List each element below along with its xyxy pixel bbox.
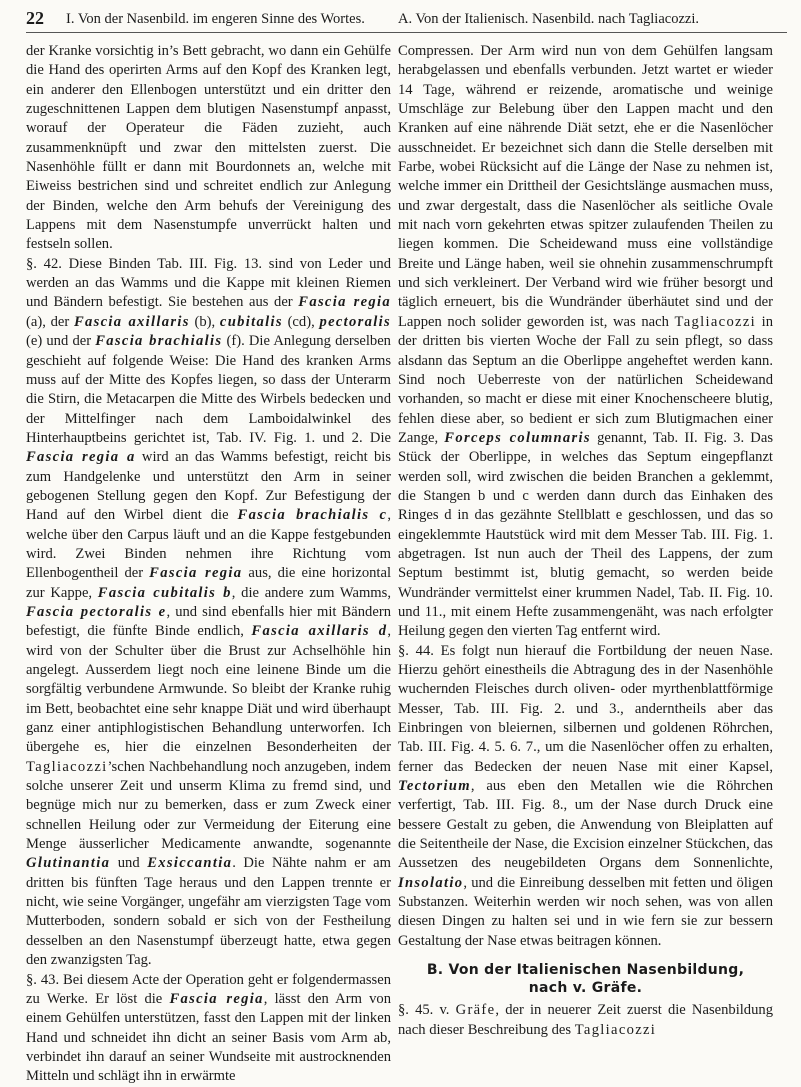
left-column <box>26 42 391 1087</box>
text-run: (cd), <box>282 313 320 330</box>
running-title-right: A. Von der Italienisch. Nasenbild. nach Tagliacozzi. <box>398 11 699 27</box>
latin-term: Fascia regia <box>298 294 392 311</box>
text-run: , aus eben den Metallen wie die Röhrchen verfertigt, Tab. III. Fig. 8., um der Nase durch Druck eine bessere Gestalt zu geben, die Anwendung von Bleiplatten auf die Seitentheile der Nase, die Excision einzelner Stückchen, das Aussetzen des neugebildeten Organs dem Sonnenlichte, <box>398 778 773 872</box>
heading-line: B. Von der Italienischen Nasenbildung, <box>426 962 745 979</box>
text-run: §. 45. v. <box>398 1002 456 1019</box>
author-name: Tagliacozzi <box>674 313 757 330</box>
latin-term: Exsiccantia <box>147 855 233 872</box>
heading-line: nach v. Gräfe. <box>528 980 643 997</box>
text-run: wird an das Wamms befestigt, reicht bis zum Handgelenke und unterstützt den Arm in seiner gebogenen Stellung gegen den Kopf. Zur Befestigung der Hand auf den Wirbel dient die <box>26 449 391 524</box>
latin-term: pectoralis <box>319 313 391 330</box>
latin-term: Fascia cubitalis b <box>97 584 232 601</box>
text-run: . Die Nähte nahm er am dritten bis fünften Tage heraus und den Lappen trennte er nicht, wie seine Vorgänger, ungefähr am vierzigsten Tage vom Mutterboden, sondern sobald er sich von der Festheilung desselben an den Nasenstumpf überzeugt hatte, etwa gegen den zwanzigsten Tag. <box>26 855 392 969</box>
paragraph <box>398 42 773 642</box>
author-name: Gräfe <box>455 1002 496 1019</box>
paragraph-section-44 <box>398 642 773 952</box>
latin-term: Fascia regia <box>149 565 243 582</box>
latin-term: Forceps columnaris <box>444 429 591 446</box>
text-run: genannt, Tab. II. Fig. 3. Das Stück der Oberlippe, in welches das Septum eingepflanzt werden soll, wird zwischen die beiden Branchen a geklemmt, die Stangen b und c werden dann durch das Einhaken des Ringes d in das gezähnte Stellblatt e geschlossen, und das so eingeklemmte Hautstück wird mit dem Messer Tab. III. Fig. 1. abgetragen. Ist nun auch der Theil des Lappens, der zum Septum bestimmt ist, blutig gemacht, so werden beide Wundränder vermittelst einer krummen Nadel, Tab. II. Fig. 10. und 11., mit einem Hefte zusammengenäht, was nach erfolgter Heilung gegen den vierten Tag entfernt wird. <box>398 429 773 640</box>
text-run: , wird von der Schulter über die Brust zur Achselhöhle hin angelegt. Ausserdem liegt noch eine leinene Binde um die sorgfältig verbundene Armwunde. So bleibt der Kranke ruhig im Bett, beobachtet eine sehr knappe Diät und wird überhaupt ganz einer antiphlogistischen Behandlung unterworfen. Ich übergehe es, hier die einzelnen Besonderheiten der <box>26 623 391 756</box>
text-run: der Kranke vorsichtig in’s Bett gebracht, wo dann ein Gehülfe die Hand des operirten Arms auf den Kopf des Kranken legt, ein anderer den Ellenbogen unterstützt und ein dritter den zugeschnittenen Lappen dem blutigen Nasenstumpf anpasst, worauf der Operateur die Fäden zuzieht, auch zusammenknüpft und zwar den mittelsten zuerst. Die Nasenhöhle füllt er dann mit Bourdonnets an, welche mit Eiweiss bestrichen sind und schreitet endlich zur Anlegung der Binden, welche den Arm behufs der Vereinigung des Lappens mit dem Nasenstumpfe unverrückt halten und festseln sollen. <box>26 43 391 253</box>
text-run: (b), <box>189 313 220 330</box>
text-run: , und sind ebenfalls hier mit Bändern befestigt, die fünfte Binde endlich, <box>26 603 391 640</box>
right-column <box>398 42 773 1040</box>
text-run: §. 44. Es folgt nun hierauf die Fortbildung der neuen Nase. Hierzu gehört einestheils die Abtragung des in der Nasenhöhle wuchernden Fleisches durch oliven- oder myrthenblattförmige Messer, Tab. III. Fig. 2. und 3., anderntheils aber das Einbringen von bleiernen, silbernen und goldenen Röhrchen, Tab. III. Fig. 4. 5. 6. 7., um die Nasenlöcher offen zu erhalten, ferner das Bedecken der neuen Nase mit einer Kapsel, <box>398 642 773 775</box>
latin-term: Fascia regia <box>169 990 264 1007</box>
text-run: Compressen. Der Arm wird nun von dem Gehülfen langsam herabgelassen und ebenfalls verbunden. Jetzt wartet er wieder 14 Tage, während er reizende, aromatische und weinige Umschläge zur Belebung über den Lappen macht und den Kranken auf eine nährende Diät setzt, ehe er die Nasenlöcher ausschneidet. Er bezeichnet sich dann die Stelle derselben mit Farbe, wobei Rücksicht auf die Länge der Nase zu nehmen ist, welche immer ein Drittheil der Gesichtslänge ausmachen muss, und zwar dergestalt, dass die Nasenlöcher als seitliche Ovale mit nach vorn gekehrten etwas spitzer zulaufenden Theilen zu liegen kommen. Die Scheidewand muss eine vollständige Breite und Länge haben, weil sie ohnehin zusammenschrumpft und sich verkleinert. Der Verband wird wie früher besorgt und täglich erneuert, bis die Wundränder überhäutet sind und der Lappen noch solider geworden ist, was nach <box>398 43 773 330</box>
latin-term: Fascia brachialis c <box>237 507 388 524</box>
latin-term: Insolatio <box>398 874 464 891</box>
text-run: und <box>110 855 148 872</box>
text-run: ’schen Nachbehandlung noch anzugeben, indem solche unserer Zeit und unserm Klima zu fremd sind, und begnüge mich nur zu bemerken, dass er zum Zweck einer schnellen Heilung oder zur Vermeidung der Eiterung eine Menge äusserlicher Medicamente anwandte, sogenannte <box>26 758 391 853</box>
text-run: , der in neuerer Zeit zuerst die Nasenbildung nach dieser Beschreibung des <box>398 1002 773 1038</box>
paragraph-section-45 <box>398 1001 773 1040</box>
author-name: Tagliacozzi <box>26 758 108 775</box>
paragraph-section-43 <box>26 971 391 1087</box>
latin-term: Fascia axillaris d <box>251 623 388 640</box>
text-run: , die andere zum Wamms, <box>231 584 391 601</box>
text-run: in der dritten bis vierten Woche der Fall zu sein pflegt, so dass alsdann das Septum an die Oberlippe angeheftet werden kann. Sind noch Ueberreste von der natürlichen Scheidewand vorhanden, so macht er diese mit einer Knochenscheere blutig, fehlen diese aber, so bedient er sich zum Blutigmachen einer Zange, <box>398 313 774 446</box>
latin-term: cubitalis <box>219 313 283 330</box>
running-title-left: I. Von der Nasenbild. im engeren Sinne des Wortes. <box>66 11 365 27</box>
running-header <box>26 8 787 33</box>
latin-term: Glutinantia <box>26 855 111 872</box>
latin-term: Fascia axillaris <box>73 313 190 330</box>
latin-term: Tectorium <box>398 778 471 795</box>
author-name: Tagliacozzi <box>574 1021 657 1038</box>
text-run: , und die Einreibung desselben mit fetten und öligen Substanzen. Weiterhin werden wir noch sehen, was von allen diesen Dingen zu halten sei und in wie fern sie zur bessern Gestaltung der Nase etwas beitragen können. <box>398 874 773 949</box>
text-run: aus, die eine horizontal zur Kappe, <box>26 565 392 601</box>
text-run: §. 42. Diese Binden Tab. III. Fig. 13. sind von Leder und werden an das Wamms und die Kappe mit kleinen Riemen und Bändern befestigt. Sie bestehen aus der <box>26 255 391 311</box>
latin-term: Fascia pectoralis e <box>26 603 167 620</box>
text-run: , lässt den Arm von einem Gehülfen unterstützen, fasst den Lappen mit der linken Hand und schneidet ihn dicht an seiner Basis vom Arm ab, verbindet ihn darauf an seiner Wundseite mit austrocknenden Mitteln und schlägt ihn in erwärmte <box>26 990 391 1085</box>
text-run: , welche über den Carpus läuft und an die Kappe festgebunden wird. Zwei Binden nehmen ihre Richtung vom Ellenbogentheil der <box>26 507 391 582</box>
text-run: §. 43. Bei diesem Acte der Operation geht er folgendermassen zu Werke. Er löst die <box>26 971 391 1007</box>
text-run: (e) und der <box>26 333 96 350</box>
latin-term: Fascia regia a <box>26 449 136 466</box>
paragraph-section-42 <box>26 255 391 971</box>
section-heading <box>398 961 773 997</box>
latin-term: Fascia brachialis <box>95 333 223 350</box>
text-run: (f). Die Anlegung derselben geschieht auf folgende Weise: Die Hand des kranken Arms muss auf der Mitte des Kopfes liegen, so dass der Unterarm die Stirn, die Metacarpen die Mitte des Wirbels bedecken und der Mittelfinger nach dem Lamboidalwinkel des Hinterhauptbeins gerichtet ist, Tab. IV. Fig. 1. und 2. Die <box>26 333 391 446</box>
page-number: 22 <box>26 8 44 28</box>
paragraph <box>26 42 391 255</box>
text-run: (a), der <box>26 313 74 330</box>
